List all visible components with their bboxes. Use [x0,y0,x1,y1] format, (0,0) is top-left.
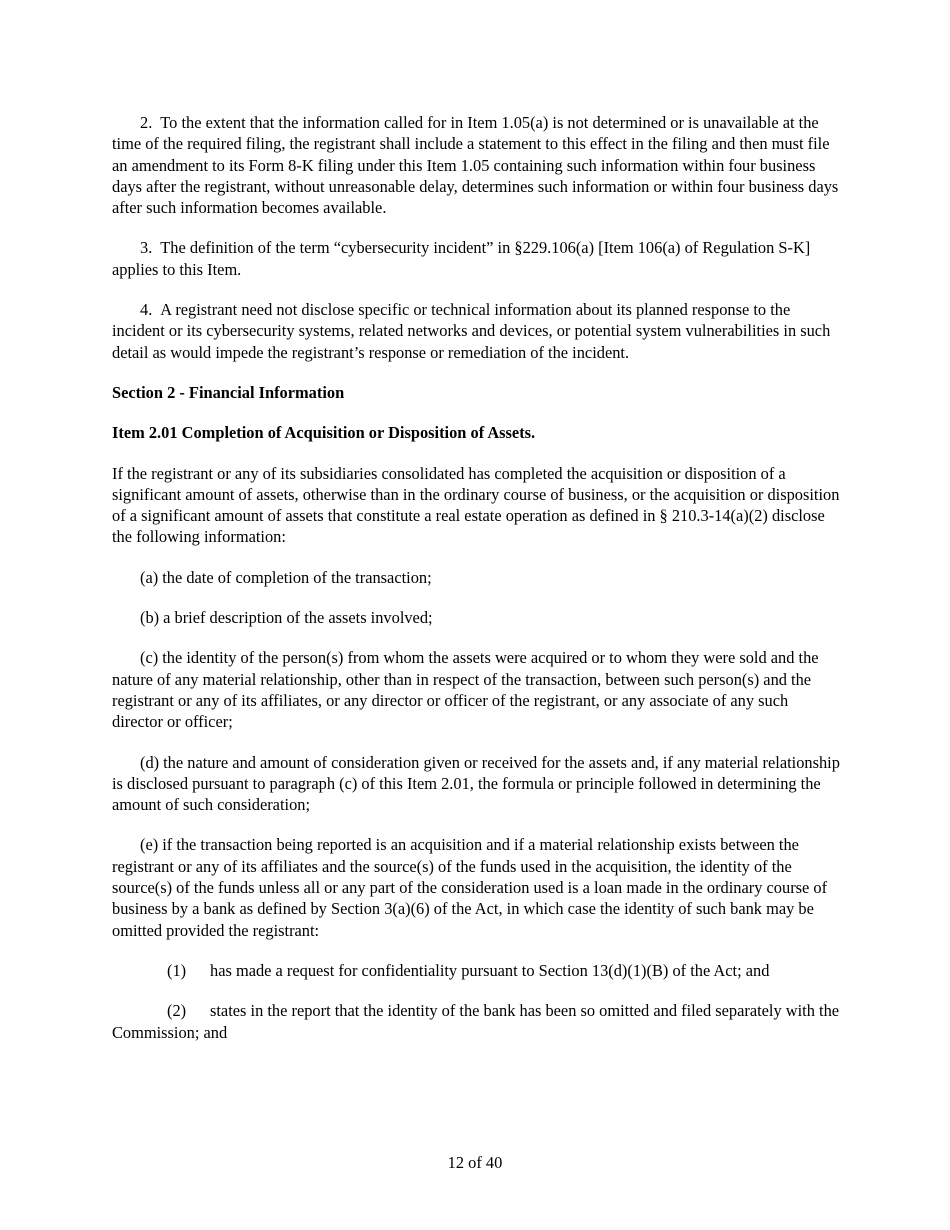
list-item-text: if the transaction being reported is an acquisition and if a material relationship exists between the registrant or any of its affiliates and the source(s) of the funds used in the acquisition, the identity of the source(s) of the funds unless all or any part of the consideration used is a loan made in the ordinary course of business by a bank as defined by Section 3(a)(6) of the Act, in which case the identity of such bank may be omitted provided the registrant: [112,835,828,940]
paragraph-number: 4. [140,300,153,320]
intro-paragraph: If the registrant or any of its subsidiaries consolidated has completed the acquisition or disposition of a significant amount of assets, otherwise than in the ordinary course of business, or the acquisition or disposition of a significant amount of assets that constitute a real estate operation as defined in § 210.3-14(a)(2) disclose the following information: [112,463,840,547]
paragraph-number: 3. [140,238,153,258]
list-item-label: (c) [140,648,159,668]
item-heading: Item 2.01 Completion of Acquisition or Disposition of Assets. [112,423,536,443]
list-item-text: the identity of the person(s) from whom the assets were acquired or to whom they were sold and the nature of any material relationship, other than in respect of the transaction, between such person(s) and the registrant or any of its affiliates, or any director or officer of the registrant, or any associate of any such director or officer; [112,648,819,732]
list-item-label: (e) [140,835,159,855]
list-item-label: (a) [140,567,159,587]
list-item-text: the nature and amount of consideration given or received for the assets and, if any material relationship is disclosed pursuant to paragraph (c) of this Item 2.01, the formula or principle followed in determining the amount of such consideration; [112,752,840,815]
list-item-text: the date of completion of the transaction; [162,567,432,587]
numbered-paragraph-3 [112,237,842,280]
list-item-label: (d) [140,752,160,772]
paragraph-text: To the extent that the information called for in Item 1.05(a) is not determined or is unavailable at the time of the required filing, the registrant shall include a statement to this effect in the filing and then must file an amendment to its Form 8-K filing under this Item 1.05 containing such information within four business days after the registrant, without unreasonable delay, determines such information or within four business days after such information becomes available. [112,113,839,218]
list-item-d [112,752,842,816]
list-item-a [112,567,842,588]
document-page [112,112,842,1062]
list-item-c [112,647,842,732]
list-item-e [112,834,842,940]
list-item-b [112,607,842,628]
paragraph-number: 2. [140,113,153,132]
sub-item-label: (1) [167,960,187,980]
list-item-label: (b) [140,608,160,628]
numbered-paragraph-4 [112,299,842,363]
paragraph-text: The definition of the term “cybersecurity incident” in §229.106(a) [Item 106(a) of Regulation S-K] applies to this Item. [112,238,811,279]
paragraph-text: A registrant need not disclose specific or technical information about its planned response to the incident or its cybersecurity systems, related networks and devices, or potential system vulnerabilities in such detail as would impede the registrant’s response or remediation of the incident. [112,300,831,362]
list-item-text: a brief description of the assets involved; [163,608,433,628]
sub-item-text: has made a request for confidentiality pursuant to Section 13(d)(1)(B) of the Act; and [210,960,770,980]
sub-item-2 [112,1000,842,1043]
sub-item-label: (2) [167,1001,187,1021]
sub-item-text: states in the report that the identity of the bank has been so omitted and filed separately with the Commission; and [112,1001,840,1042]
section-heading: Section 2 - Financial Information [112,382,345,402]
numbered-paragraph-2 [112,112,842,218]
sub-item-1 [112,960,842,981]
page-number: 12 of 40 [447,1153,503,1172]
